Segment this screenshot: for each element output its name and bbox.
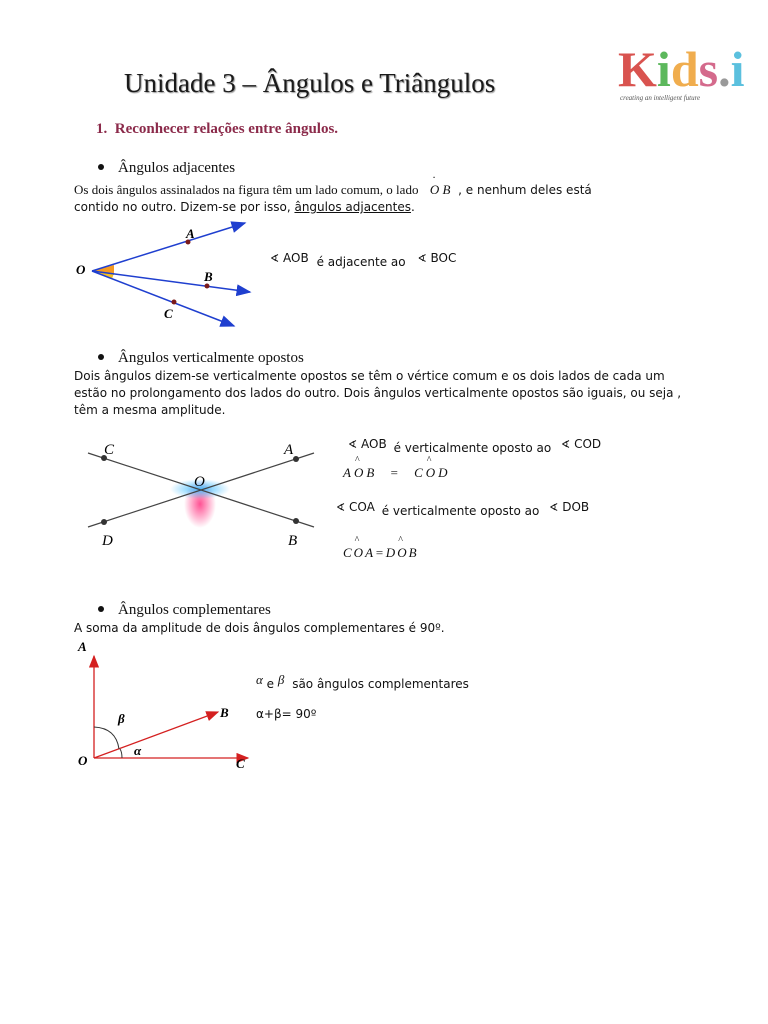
bullet-dot [98,164,104,170]
eq1-d: D [438,465,451,480]
stmt2-angle2: DOB [562,500,590,514]
bullet-complementary [98,602,271,619]
label-o: O [76,262,86,277]
logo-tagline: creating an intelligent future [620,94,701,102]
vertical-text-line3: têm a mesma amplitude. [74,403,226,417]
equation-1 [343,465,451,481]
eq2-c: C [343,545,354,560]
page-title: Unidade 3 – Ângulos e Triângulos [124,68,496,98]
eq1-b: B [366,465,378,480]
label-beta: β [118,711,125,726]
ray-oc [92,271,234,326]
eq1-equals: = [389,465,402,480]
bullet-adjacent [98,160,235,177]
bullet-vertical [98,350,304,367]
vertical-heading: Ângulos verticalmente opostos [118,350,304,366]
stmt1-angle2: COD [574,437,602,451]
stmt-rest: são ângulos complementares [292,677,469,691]
eq2-o: ^ O [354,545,365,561]
angle-symbol-icon: ∢ [348,438,358,451]
adjacent-term: ângulos adjacentes [294,200,411,214]
angle-symbol-icon: ∢ [270,252,280,265]
eq1-o2: ^ O [426,465,438,481]
stmt-and: e [266,677,275,691]
label-a: A [186,226,195,241]
point-b [293,518,299,524]
ray-ob [92,271,250,292]
eq1-c: C [414,465,426,480]
section-heading [96,121,338,138]
vertical-statement-1 [348,437,602,455]
label-b: B [220,705,229,720]
section-label: Reconhecer relações entre ângulos. [114,121,339,137]
bullet-dot [98,354,104,360]
stmt1-middle: é verticalmente oposto ao [393,441,552,455]
label-c: C [236,756,245,771]
vertical-statement-2 [336,500,590,518]
point-d [101,519,107,525]
label-o: O [78,753,88,768]
label-b: B [204,269,213,284]
eq1-a: A [343,465,354,480]
label-a: A [284,442,294,458]
logo-text: Kids.i [618,41,745,97]
adjacent-text-line2: contido no outro. Dizem-se por isso, [74,200,291,214]
vertical-figure [82,432,322,557]
complementary-equation: α+β= 90º [256,707,317,721]
adjacent-period: . [410,200,415,214]
adjacent-middle: é adjacente ao [316,255,406,269]
stmt2-angle1: COA [349,500,375,514]
vertical-text-line1: Dois ângulos dizem-se verticalmente opostos se têm o vértice comum e os dois lados de cada um [74,369,665,383]
logo [614,28,754,108]
logo-graphic [614,28,754,108]
label-alpha: α [134,743,142,758]
label-c: C [104,442,115,458]
complementary-statement [256,672,469,691]
section-number: 1. [96,121,108,137]
adjacent-paragraph [74,181,694,216]
ray-oa [92,223,245,271]
stmt-beta: β [277,672,285,687]
beta-arc [94,727,119,749]
adjacent-text-part1: Os dois ângulos assinalados na figura têm um lado comum, o lado [74,182,419,197]
label-a: A [78,639,87,654]
adjacent-angle2: BOC [430,251,457,265]
point-b [205,284,210,289]
vertical-paragraph [74,368,734,419]
eq2-d: D [385,545,398,560]
label-o: O [194,474,205,490]
angle-symbol-icon: ∢ [417,252,427,265]
eq2-o2: ^ O [397,545,408,561]
complementary-text: A soma da amplitude de dois ângulos complementares é 90º. [74,621,445,635]
label-c: C [164,306,173,321]
equation-2 [343,545,419,561]
label-b: B [288,533,298,549]
eq1-o: ^ O [354,465,366,481]
angle-symbol-icon: ∢ [336,501,346,514]
complementary-figure [72,638,262,773]
stmt-alpha: α [256,672,263,687]
adjacent-figure [70,215,260,335]
complementary-heading: Ângulos complementares [118,602,271,618]
angle-symbol-icon: ∢ [561,438,571,451]
eq2-a: A [365,545,376,560]
eq2-equals: = [375,545,386,560]
vertical-text-line2: estão no prolongamento dos lados do outro. Dois ângulos verticalmente opostos são iguais, ou seja , [74,386,682,400]
point-c [172,300,177,305]
side-ob: ˙ O B [430,181,451,198]
angle-symbol-icon: ∢ [549,501,559,514]
label-d: D [102,533,113,549]
bullet-dot [98,606,104,612]
adjacent-heading: Ângulos adjacentes [118,160,236,176]
eq2-b: B [408,545,419,560]
stmt2-middle: é verticalmente oposto ao [381,504,540,518]
stmt1-angle1: AOB [361,437,387,451]
adjacent-statement [270,251,457,269]
alpha-arc [120,749,122,758]
point-a [293,456,299,462]
adjacent-angle1: AOB [283,251,309,265]
adjacent-text-part2: , e nenhum deles está [458,183,592,197]
